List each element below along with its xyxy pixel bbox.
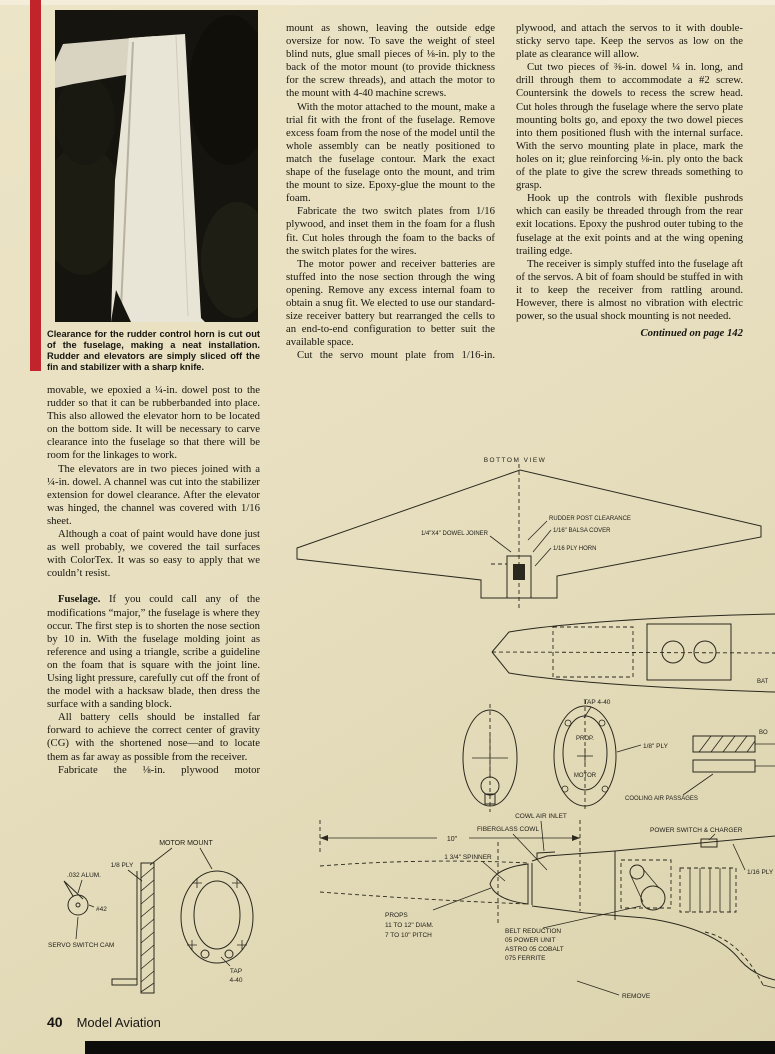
body-paragraph: Cut the servo mount plate from 1/16-in. [297, 349, 495, 362]
body-paragraph: Hook up the controls with flexible pushrods which can easily be threaded through from the rear exit locations. Epoxy the pushrod outer tubing to the fuselage at the exit points and at the wing opening trailing edge. [516, 192, 743, 257]
body-paragraph: mount as shown, leaving the outside edge oversize for now. To save the weight of steel blind nuts, glue small pieces of ⅛-in. ply to the back of the motor mount (to provide thickness for the screw threads), and attach the motor to the mount with 4-40 machine screws. [286, 22, 495, 100]
rudder-photo [55, 10, 258, 322]
column-1 [47, 384, 260, 777]
plan-drawing [285, 440, 775, 1015]
spinner-label: 1 3/4" SPINNER [444, 854, 492, 861]
magazine-title: Model Aviation [76, 1015, 161, 1030]
section-lead: Fuselage. [58, 593, 101, 606]
stabilizer-bottom-view [297, 457, 761, 608]
dowel-joiner-label: 1/4"X4" DOWEL JOINER [420, 531, 488, 537]
rudder-post-clearance-label: RUDDER POST CLEARANCE [549, 516, 631, 522]
page-number: 40 [47, 1014, 63, 1030]
props-label-3: 7 TO 10" PITCH [385, 932, 432, 939]
ply-116-label: 1/16 PLY [747, 869, 774, 876]
photo-caption: Clearance for the rudder control horn is cut out of the fuselage, making a neat installation. Rudder and elevators are simply sliced off the fin and stabilizer with a sharp knife. [47, 329, 260, 372]
dim-10-label: 10" [446, 836, 458, 843]
cooling-label: COOLING AIR PASSAGES [625, 796, 698, 802]
motor-mount-title: MOTOR MOUNT [159, 840, 213, 847]
body-paragraph: plywood, and attach the servos to it with double-sticky servo tape. Keep the servos as low on the plate as clearance will allow. [516, 22, 743, 61]
body-paragraph: movable, we epoxied a ¼-in. dowel post to the rudder so that it can be rubberbanded into place. This also allowed the elevator horn to be located on the bottom side. It will be necessary to carve clearance into the fuselage so that there will be room for the linkages to work. [47, 384, 260, 462]
column-2 [286, 22, 495, 362]
red-edge-stripe [30, 0, 41, 371]
belt-label-4: 075 FERRITE [505, 955, 546, 962]
body-paragraph: Cut two pieces of ⅜-in. dowel ¼ in. long, and drill through them to accommodate a #2 screw. Countersink the dowels to recess the screw head. Cut holes through the fuselage where the servo plate mounting bolts go, and epoxy the two dowel pieces into them positioned flush with the internal surface. With the servo mounting plate in place, mark the holes on it; glue reinforcing ⅛-in. ply onto the back of the plate to give the screw threads something to grasp. [516, 61, 743, 192]
section-text: If you could call any of the modifications “major,” the fuselage is where they occur. The first step is to shorten the nose section by 10 in. With the fuselage molding joint as reference and using a triangle, scribe a guideline on the foam that is square with the joint line. Using light pressure, carefully cut off the front of the model with a hacksaw blade, then dress the surface with a sanding block. [47, 593, 260, 711]
body-paragraph: The receiver is simply stuffed into the fuselage aft of the servos. A bit of foam should be stuffed in with it to keep the receiver from rattling around. However, there is almost no vibration with electric power, so the usual shock mounting is not needed. [516, 257, 743, 323]
body-paragraph: Fabricate the ⅛-in. plywood motor [58, 763, 260, 776]
alum-label: .032 ALUM. [67, 872, 101, 879]
prop-label: PROP. [576, 736, 594, 742]
body-paragraph: The elevators are in two pieces joined with a ¼-in. dowel. A channel was cut into the stabilizer extension for dowel clearance. After the elevator was hinged, the channel was covered with 1/16 sheet. [47, 462, 260, 527]
remove-label: REMOVE [622, 993, 651, 1000]
ply-18-label: 1/8" PLY [643, 743, 668, 750]
column-3 [516, 22, 743, 340]
body-paragraph: All battery cells should be installed far forward to achieve the correct center of gravity (CG) with the shortened nose—and to locate them as far away as possible from the receiver. [47, 711, 260, 763]
body-paragraph: Although a coat of paint would have done just as well probably, we covered the tail surfaces with ColorTex. It was so easy to apply that we couldn’t resist. [47, 528, 260, 580]
props-label-2: 11 TO 12" DIAM. [385, 922, 434, 929]
cowl-air-inlet-label: COWL AIR INLET [515, 813, 567, 820]
page-top-edge [0, 0, 775, 5]
bottom-view-label: BOTTOM VIEW [483, 457, 547, 464]
ply-horn-label: 1/16 PLY HORN [553, 546, 597, 552]
props-label-1: PROPS [385, 912, 408, 919]
fiberglass-cowl-label: FIBERGLASS COWL [476, 826, 540, 833]
cam-number-label: #42 [96, 906, 107, 913]
body-paragraph: Fabricate the two switch plates from 1/16 plywood, and inset them in the foam for a flush fit. Cut holes through the foam to the backs of the switch plates for the wires. [286, 205, 495, 257]
belt-label-3: ASTRO 05 COBALT [505, 946, 564, 953]
body-paragraph-fuselage [47, 593, 260, 711]
bo-label: BO [759, 730, 768, 736]
servo-switch-cam-shape [64, 881, 88, 915]
balsa-cover-label: 1/16" BALSA COVER [553, 528, 611, 534]
page-footer [47, 1014, 161, 1032]
side-view-labels [385, 813, 774, 1000]
motor-mount-plate-side [112, 863, 154, 993]
ply-label: 1/8 PLY [110, 862, 134, 869]
belt-label-1: BELT REDUCTION [505, 928, 562, 935]
servo-switch-cam-label: SERVO SWITCH CAM [48, 942, 115, 949]
power-switch-label: POWER SWITCH & CHARGER [650, 827, 743, 834]
tap-label-1: TAP [229, 968, 243, 975]
rudder-photo-image [55, 10, 258, 322]
body-paragraph: With the motor attached to the mount, make a trial fit with the front of the fuselage. Remove excess foam from the nose of the model until the whole assembly can be neatly positioned to match the fuselage contour. Mark the exact shape of the fuselage onto the mount, and trim the mount to size. Epoxy-glue the mount to the foam. [286, 100, 495, 205]
dimension-10in [320, 820, 580, 854]
tap-4-40-label: TAP 4-40 [583, 699, 611, 706]
bat-label: BAT [757, 679, 769, 685]
motor-mount-front-view [181, 871, 253, 963]
bottom-black-bar [85, 1041, 775, 1054]
motor-label: MOTOR [573, 773, 597, 779]
body-paragraph: The motor power and receiver batteries are stuffed into the nose section through the wing opening. Remove any excess internal foam to obtain a snug fit. We elected to use our standard-size receiver battery but rearranged the cells to an end-to-end configuration to better suit the available space. [286, 257, 495, 349]
continued-note: Continued on page 142 [640, 327, 743, 340]
motor-mount-diagram [40, 833, 285, 1005]
belt-label-2: 05 POWER UNIT [505, 937, 556, 944]
fuselage-bottom-view [492, 614, 775, 736]
tap-label-2: 4-40 [229, 977, 243, 984]
